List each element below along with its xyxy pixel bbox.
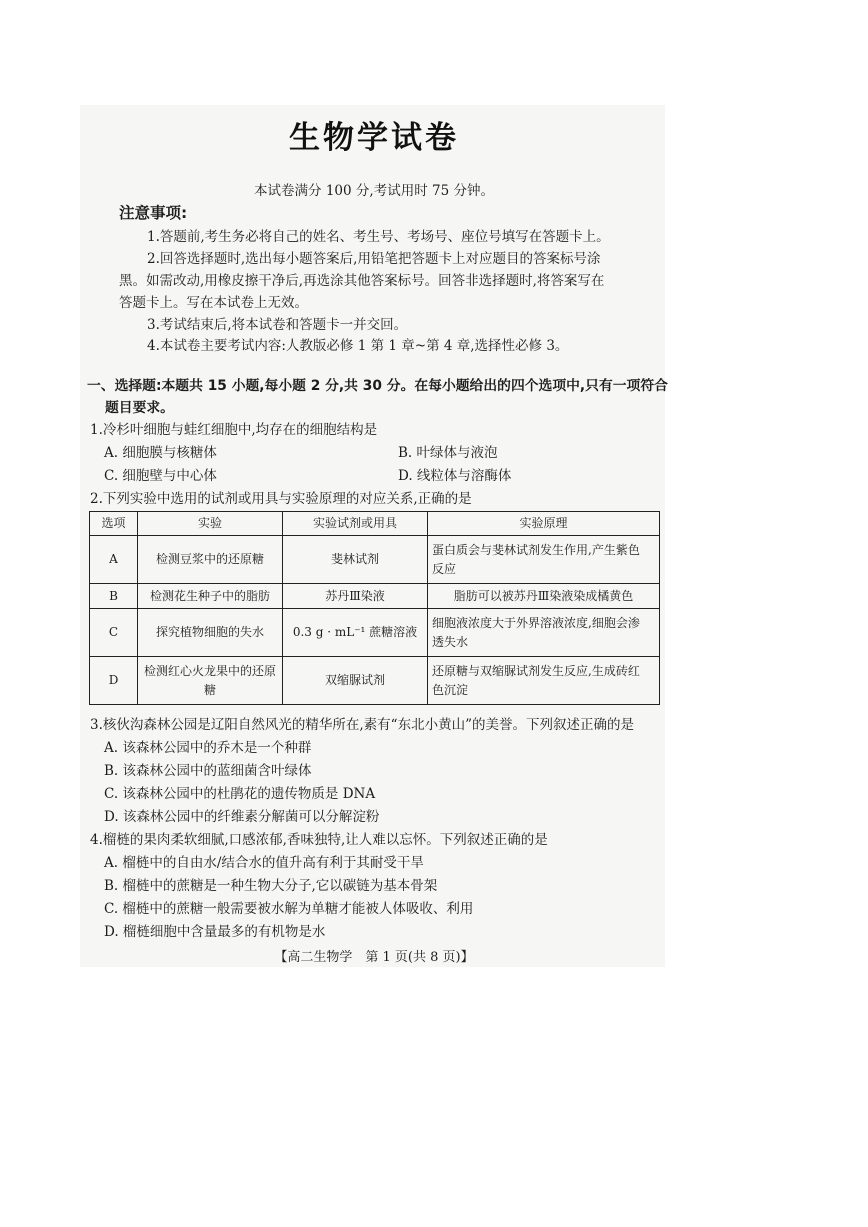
q1-option-d: D. 线粒体与溶酶体	[398, 468, 512, 484]
row-reagent: 0.3 g · mL⁻¹ 蔗糖溶液	[283, 609, 428, 657]
row-option: C	[90, 609, 138, 657]
q3-option-c: C. 该森林公园中的杜鹃花的遗传物质是 DNA	[104, 786, 376, 802]
principle-line-1: 还原糖与双缩脲试剂发生反应,生成砖红	[432, 663, 640, 678]
principle-line-2: 透失水	[432, 634, 469, 649]
q4-option-a: A. 榴梿中的自由水/结合水的值升高有利于其耐受干旱	[104, 855, 424, 871]
q1-stem: 1.冷杉叶细胞与蛙红细胞中,均存在的细胞结构是	[90, 422, 378, 438]
section-heading-cont: 题目要求。	[105, 400, 174, 416]
q4-option-c: C. 榴梿中的蔗糖一般需要被水解为单糖才能被人体吸收、利用	[104, 901, 474, 917]
principle-line-1: 蛋白质会与斐林试剂发生作用,产生紫色	[432, 542, 640, 557]
row-option: A	[90, 536, 138, 584]
q3-option-b: B. 该森林公园中的蓝细菌含叶绿体	[104, 763, 312, 779]
notice-line-5: 3.考试结束后,将本试卷和答题卡一并交回。	[147, 317, 408, 333]
notice-line-3: 黑。如需改动,用橡皮擦干净后,再选涂其他答案标号。回答非选择题时,将答案写在	[119, 273, 605, 289]
notice-line-6: 4.本试卷主要考试内容:人教版必修 1 第 1 章~第 4 章,选择性必修 3。	[147, 338, 569, 354]
row-option: B	[90, 584, 138, 609]
table-row	[90, 584, 660, 609]
q3-option-a: A. 该森林公园中的乔木是一个种群	[104, 740, 312, 756]
row-experiment: 检测豆浆中的还原糖	[138, 536, 283, 584]
q1-option-a: A. 细胞膜与核糖体	[104, 445, 217, 461]
q4-stem: 4.榴梿的果肉柔软细腻,口感浓郁,香味独特,让人难以忘怀。下列叙述正确的是	[90, 832, 548, 848]
row-experiment: 探究植物细胞的失水	[138, 609, 283, 657]
principle-line-1: 细胞液浓度大于外界溶液浓度,细胞会渗	[432, 615, 640, 630]
table-row	[90, 536, 660, 584]
q3-stem: 3.核伙沟森林公园是辽阳自然风光的精华所在,素有“东北小黄山”的美誉。下列叙述正确的是	[90, 717, 634, 733]
section-heading: 一、选择题:本题共 15 小题,每小题 2 分,共 30 分。在每小题给出的四个选项中,只有一项符合	[87, 378, 668, 394]
q1-option-c: C. 细胞壁与中心体	[104, 468, 217, 484]
notice-line-1: 1.答题前,考生务必将自己的姓名、考生号、考场号、座位号填写在答题卡上。	[147, 229, 610, 245]
q4-option-d: D. 榴梿细胞中含量最多的有机物是水	[104, 924, 326, 940]
row-option: D	[90, 657, 138, 705]
q2-table	[89, 511, 660, 705]
row-reagent: 苏丹Ⅲ染液	[283, 584, 428, 609]
row-reagent: 斐林试剂	[283, 536, 428, 584]
q2-stem: 2.下列实验中选用的试剂或用具与实验原理的对应关系,正确的是	[90, 491, 472, 507]
notice-heading: 注意事项:	[119, 204, 188, 222]
notice-line-4: 答题卡上。写在本试卷上无效。	[119, 295, 308, 311]
row-experiment: 检测红心火龙果中的还原糖	[138, 657, 283, 705]
table-row	[90, 609, 660, 657]
row-principle	[428, 609, 660, 657]
page-footer: 【高二生物学 第 1 页(共 8 页)】	[274, 950, 474, 965]
table-header-row	[90, 512, 660, 536]
q3-option-d: D. 该森林公园中的纤维素分解菌可以分解淀粉	[104, 809, 380, 825]
row-reagent: 双缩脲试剂	[283, 657, 428, 705]
header-option: 选项	[90, 512, 138, 536]
q4-option-b: B. 榴梿中的蔗糖是一种生物大分子,它以碳链为基本骨架	[104, 878, 438, 894]
header-experiment: 实验	[138, 512, 283, 536]
row-principle: 脂肪可以被苏丹Ⅲ染液染成橘黄色	[428, 584, 660, 609]
q1-option-b: B. 叶绿体与液泡	[398, 445, 498, 461]
table-row	[90, 657, 660, 705]
exam-title: 生物学试卷	[289, 120, 459, 156]
exam-subtitle: 本试卷满分 100 分,考试用时 75 分钟。	[254, 183, 494, 199]
row-principle	[428, 657, 660, 705]
principle-line-2: 反应	[432, 561, 457, 576]
row-experiment: 检测花生种子中的脂肪	[138, 584, 283, 609]
principle-line-2: 色沉淀	[432, 682, 469, 697]
header-principle: 实验原理	[428, 512, 660, 536]
row-principle	[428, 536, 660, 584]
header-reagent: 实验试剂或用具	[283, 512, 428, 536]
notice-line-2: 2.回答选择题时,选出每小题答案后,用铅笔把答题卡上对应题目的答案标号涂	[147, 251, 601, 267]
